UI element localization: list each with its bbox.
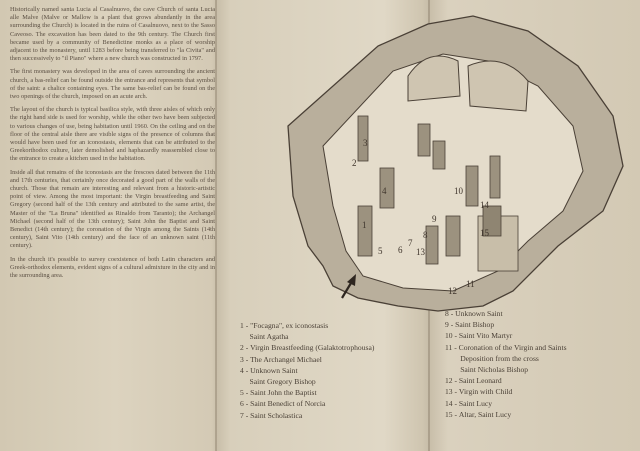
legend-item: 9 - Saint Bishop <box>445 320 495 330</box>
pillar <box>418 124 430 156</box>
map-number: 2 <box>352 158 357 168</box>
map-number: 1 <box>362 220 367 230</box>
map-number: 15 <box>480 228 489 238</box>
paragraph: The layout of the church is typical basilica style, with three aisles of which only the right hand side is used for worship, while the other two have been subjected to various changes of use, being habitation until 1960. On the ceiling and on the floor of the central aisle there are visible signs of the presence of columns that would have been used for an iconostasis, elements that can be attributed to the Greekorthodox culture, later demolished and haphazardly reassembled close to the entrance to create a kitchen used in the habitation. <box>10 106 215 163</box>
map-number: 6 <box>398 245 403 255</box>
pillar <box>426 226 438 264</box>
map-number: 12 <box>448 286 457 296</box>
pillar <box>433 141 445 169</box>
legend-item: 5 - Saint John the Baptist <box>240 388 317 398</box>
legend-item: 7 - Saint Scholastica <box>240 410 303 420</box>
legend-item: 13 - Virgin with Child <box>445 387 513 397</box>
legend-item: 8 - Unknown Saint <box>445 309 503 318</box>
legend-item: 4 - Unknown Saint <box>240 365 298 375</box>
map-number: 13 <box>416 247 425 257</box>
fold-line <box>215 0 217 451</box>
legend-item: 15 - Altar, Saint Lucy <box>445 409 512 419</box>
legend-item: 3 - The Archangel Michael <box>240 354 322 364</box>
paragraph: Inside all that remains of the iconostasis are the frescoes dated between the 11th and 17th centuries, that certainly once decorated a good part of the walls of the church. Those that remain are interesting and relevant from a historic-artistic point of view. Among the most important: the Virgin breastfeeding and Saint Gregory (second half of the 13th century and attributed to the same artist, the Master of the "La Bruna" identified as Rinaldo from Taranto); the Archangel Michael (second half of the 13th century); Saint John the Baptist and Saint Benedict (14th century); the coronation of the Virgin among the Saints (14th century), Saint Vito (14th century) and the face of an unknown saint (11th century). <box>10 168 215 250</box>
pillar <box>466 166 478 206</box>
paragraph: In the church it's possible to survey coexistence of both Latin characters and Greek-orthodox elements, evident signs of a cultural admixture in the city and in the surrounding area. <box>10 255 215 280</box>
history-text <box>10 6 215 446</box>
map-number: 10 <box>454 186 463 196</box>
legend-item: 12 - Saint Leonard <box>445 376 502 386</box>
map-number: 8 <box>423 230 428 240</box>
church-floor-plan <box>228 6 638 318</box>
legend-left <box>240 320 450 421</box>
legend-item: Saint Agatha <box>240 332 289 342</box>
map-number: 3 <box>363 138 368 148</box>
legend-item: 11 - Coronation of the Virgin and Saints <box>445 342 567 352</box>
legend-item: 14 - Saint Lucy <box>445 398 493 408</box>
legend-item: Deposition from the cross <box>445 353 539 363</box>
legend-item: 6 - Saint Benedict of Norcia <box>240 399 326 409</box>
pillar <box>358 206 372 256</box>
paragraph: Historically named santa Lucia al Casalnuovo, the cave Church of santa Lucia alle Malve (Malve or Mallow is a plant that grows abundantly in the area surrounding the Church) is located in the ruins of Casalnuovo, next to the Sasso Caveoso. The excavation has been dated to the 9th century. The Church first became used by a community of Benedictine monks as a place of worship adjacent to the monastery, until 1283 before being transferred to "la Civita" and then successively to "il Piano" where a new church was constructed in 1797. <box>10 6 215 63</box>
legend-item: Saint Gregory Bishop <box>240 377 316 387</box>
legend-right <box>445 308 640 420</box>
legend-item: Saint Nicholas Bishop <box>445 365 529 375</box>
map-number: 14 <box>480 200 489 210</box>
map-number: 9 <box>432 214 437 224</box>
map-number: 11 <box>466 279 475 289</box>
map-number: 4 <box>382 186 387 196</box>
legend-item: 10 - Saint Vito Martyr <box>445 331 513 341</box>
pillar <box>446 216 460 256</box>
map-number: 7 <box>408 238 413 248</box>
pillar <box>490 156 500 198</box>
paragraph: The first monastery was developed in the area of caves surrounding the ancient church, a bas-relief can be found outside the entrance and represents that symbol of the saint: a chalice containing eyes. The same bas-relief can be found on the two openings of the church, imposed on an acute arch. <box>10 68 215 101</box>
floor-plan-drawing <box>228 6 638 318</box>
map-number: 5 <box>378 246 383 256</box>
legend-item: 1 - "Focagna", ex iconostasis <box>240 321 329 330</box>
legend-item: 2 - Virgin Breastfeeding (Galaktotrophousa) <box>240 343 375 353</box>
